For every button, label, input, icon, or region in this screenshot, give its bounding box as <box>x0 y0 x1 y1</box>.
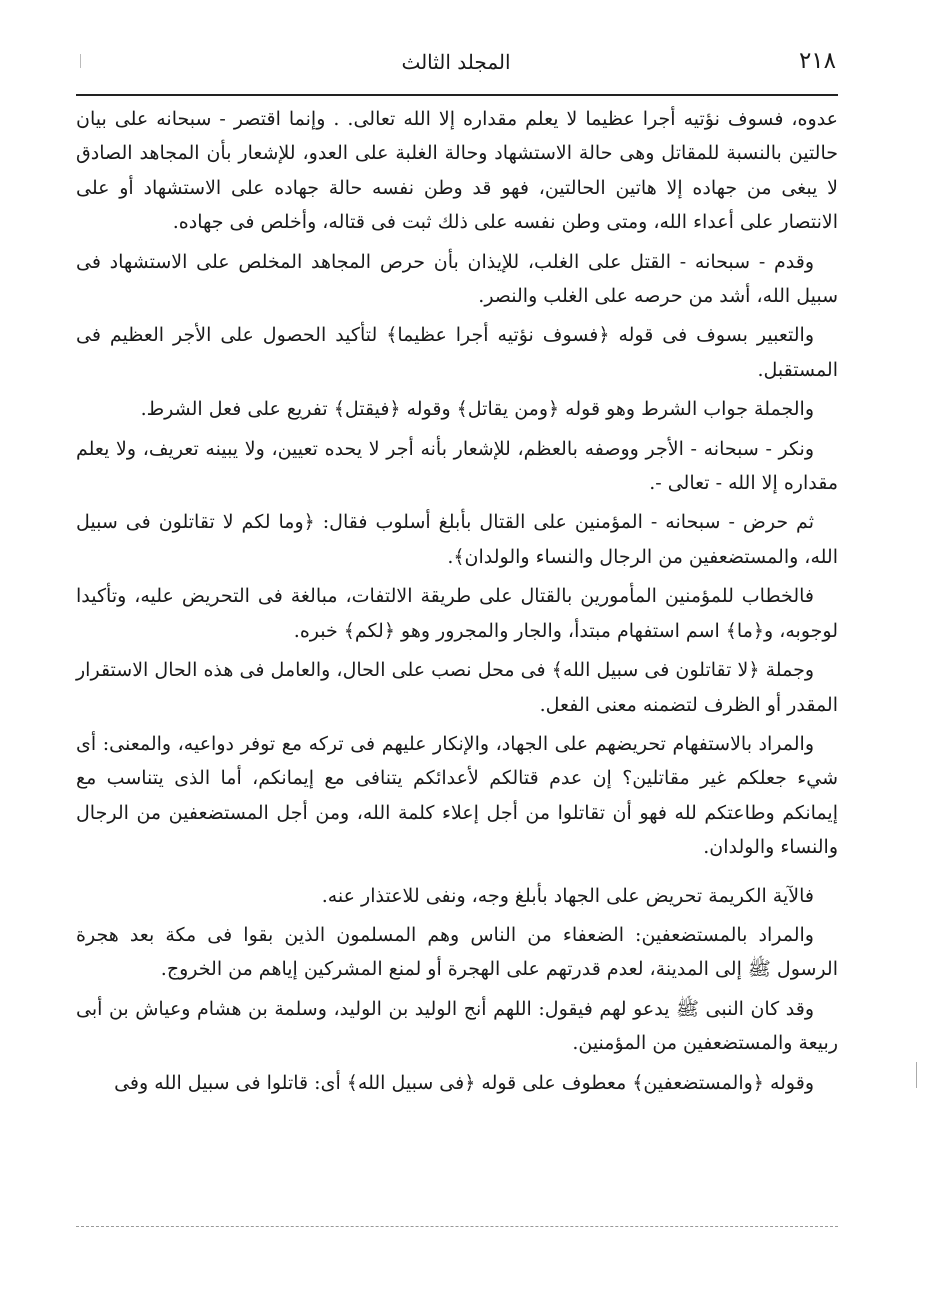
page-number: ٢١٨ <box>798 48 836 74</box>
margin-mark <box>916 1062 917 1088</box>
paragraph: ونكر - سبحانه - الأجر ووصفه بالعظم، للإشعار بأنه أجر لا يحده تعيين، ولا يبينه تعريف، ولا يعلم مقداره إلا الله - تعالى -. <box>76 437 838 495</box>
paragraph: وقدم - سبحانه - القتل على الغلب، للإيذان بأن حرص المجاهد المخلص على الاستشهاد فى سبيل الله، أشد من حرصه على الغلب والنصر. <box>76 250 838 308</box>
paragraph: فالخطاب للمؤمنين المأمورين بالقتال على طريقة الالتفات، مبالغة فى التحريض عليه، وتأكيدا لوجوبه، و﴿ما﴾ اسم استفهام مبتدأ، والجار والمجرور وهو ﴿لكم﴾ خبره. <box>76 585 838 642</box>
paragraph: وقوله ﴿والمستضعفين﴾ معطوف على قوله ﴿فى سبيل الله﴾ أى: قاتلوا فى سبيل الله وفى <box>114 1071 814 1094</box>
running-title: المجلد الثالث <box>401 50 511 74</box>
paragraph: والجملة جواب الشرط وهو قوله ﴿ومن يقاتل﴾ وقوله ﴿فيقتل﴾ تفريع على فعل الشرط. <box>140 398 814 421</box>
bottom-rule <box>76 1226 838 1227</box>
body-text <box>76 102 838 1105</box>
paragraph: والتعبير بسوف فى قوله ﴿فسوف نؤتيه أجرا عظيما﴾ لتأكيد الحصول على الأجر العظيم فى المستقبل. <box>76 324 838 381</box>
page-header <box>76 44 836 92</box>
paragraph: فالآية الكريمة تحريض على الجهاد بأبلغ وجه، ونفى للاعتذار عنه. <box>321 884 814 907</box>
paragraph: والمراد بالمستضعفين: الضعفاء من الناس وهم المسلمون الذين بقوا فى مكة بعد هجرة الرسول ﷺ إلى المدينة، لعدم قدرتهم على الهجرة أو لمنع المشركين إياهم من الخروج. <box>76 923 838 981</box>
paragraph: وجملة ﴿لا تقاتلون فى سبيل الله﴾ فى محل نصب على الحال، والعامل فى هذه الحال الاستقرار المقدر أو الظرف لتضمنه معنى الفعل. <box>76 659 838 716</box>
paragraph: عدوه، فسوف نؤتيه أجرا عظيما لا يعلم مقداره إلا الله تعالى. . وإنما اقتصر - سبحانه على بيان حالتين بالنسبة للمقاتل وهى حالة الاستشهاد وحالة الغلبة على العدو، للإشعار بأن المجاهد الصادق لا يبغى من جهاده إلا هاتين الحالتين، فهو قد وطن نفسه حالة جهاده على الاستشهاد أو على الانتصار على أعداء الله، ومتى وطن نفسه على ذلك ثبت فى قتاله، وأخلص فى جهاده. <box>76 108 838 234</box>
paragraph: وقد كان النبى ﷺ يدعو لهم فيقول: اللهم أنج الوليد بن الوليد، وسلمة بن هشام وعياش بن أبى ربيعة والمستضعفين من المؤمنين. <box>76 997 838 1055</box>
paragraph: ثم حرض - سبحانه - المؤمنين على القتال بأبلغ أسلوب فقال: ﴿وما لكم لا تقاتلون فى سبيل الله، والمستضعفين من الرجال والنساء والولدان﴾. <box>76 511 838 568</box>
paragraph: والمراد بالاستفهام تحريضهم على الجهاد، والإنكار عليهم فى تركه مع توفر دواعيه، والمعنى: أى شيء جعلكم غير مقاتلين؟ إن عدم قتالكم لأعدائكم يتنافى مع إيمانكم، أما الذى يتناسب مع إيمانكم وطاعتكم لله فهو أن تقاتلوا من أجل إعلاء كلمة الله، ومن أجل المستضعفين من الرجال والنساء والولدان. <box>76 732 838 859</box>
header-rule <box>76 94 838 96</box>
